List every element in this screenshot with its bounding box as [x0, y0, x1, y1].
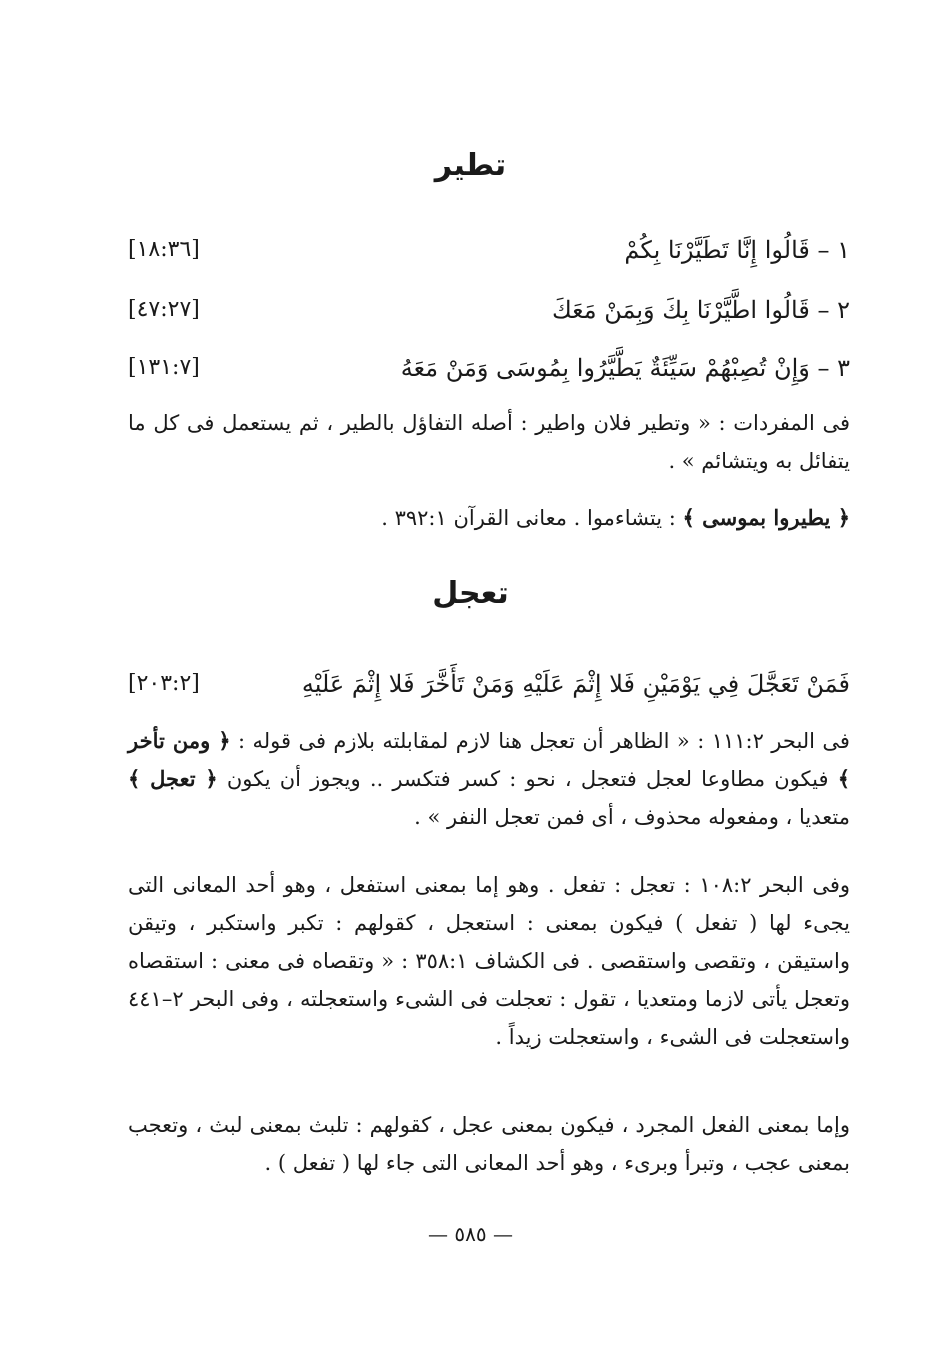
commentary-paragraph	[128, 499, 850, 537]
verse-text: ٣ – وَإِنْ تُصِبْهُمْ سَيِّئَةٌ يَطَّيَّرُوا بِمُوسَى وَمَنْ مَعَهُ	[400, 354, 850, 382]
section-title-taajjul: تعجل	[432, 576, 509, 611]
verse-line	[128, 662, 850, 706]
paragraph-text: فيكون مطاوعا لعجل فتعجل ، نحو : كسر فتكسر .. ويجوز أن يكون	[217, 767, 838, 791]
verse-text: فَمَنْ تَعَجَّلَ فِي يَوْمَيْنِ فَلا إِثْمَ عَلَيْهِ وَمَنْ تَأَخَّرَ فَلا إِثْمَ عَلَيْهِ	[301, 670, 850, 698]
verse-text: ١ – قَالُوا إِنَّا تَطَيَّرْنَا بِكُمْ	[624, 236, 850, 264]
quoted-phrase: ﴿ تعجل ﴾	[128, 766, 218, 791]
paragraph-text: فى البحر ١١١:٢ : « الظاهر أن تعجل هنا لازم لمقابلته بلازم فى قوله :	[230, 729, 850, 753]
verse-line	[128, 346, 850, 390]
verse-reference: [٤٧:٢٧]	[128, 297, 200, 322]
verse-text: ٢ – قَالُوا اطَّيَّرْنَا بِكَ وَبِمَنْ مَعَكَ	[551, 296, 850, 324]
quoted-phrase: ﴿ يطيروا بموسى ﴾	[682, 505, 850, 530]
section-title-tatayyur: تطير	[434, 148, 507, 183]
commentary-paragraph: فى المفردات : « وتطير فلان واطير : أصله التفاؤل بالطير ، ثم يستعمل فى كل ما يتفائل به ويتشائم » .	[128, 411, 850, 473]
verse-line	[128, 228, 850, 272]
commentary-paragraph: وفى البحر ١٠٨:٢ : تعجل : تفعل . وهو إما بمعنى استفعل ، وهو أحد المعانى التى يجىء لها ( تفعل ) فيكون بمعنى : استعجل ، كقولهم : تكبر واستكبر ، وتيقن واستيقن ، وتقصى واستقصى . فى الكشاف ٣٥٨:١ : « وتقصاه فى معنى : استقصاه وتعجل يأتى لازما ومتعديا ، تقول : تعجلت فى الشىء واستعجلته ، وفى البحر ٢–٤٤١ واستعجلت فى الشىء ، واستعجلت زيداً .	[128, 873, 850, 1049]
quoted-phrase: ﴿ ومن تأخر ﴾	[128, 728, 850, 791]
paragraph-text: متعديا ، ومفعوله محذوف ، أى فمن تعجل النفر » .	[414, 805, 850, 829]
verse-line	[128, 288, 850, 332]
verse-reference: [١٣١:٧]	[128, 355, 200, 380]
commentary-paragraph: وإما بمعنى الفعل المجرد ، فيكون بمعنى عجل ، كقولهم : تلبث بمعنى لبث ، وتعجب بمعنى عجب ، وتبرأ وبرىء ، وهو أحد المعانى التى جاء لها ( تفعل ) .	[128, 1113, 850, 1175]
page-number: — ٥٨٥ —	[428, 1222, 513, 1246]
verse-reference: [١٨:٣٦]	[128, 237, 200, 262]
commentary-paragraph	[128, 722, 850, 836]
verse-reference: [٢٠٣:٢]	[128, 671, 200, 696]
paragraph-text: : يتشاءموا . معانى القرآن ٣٩٢:١ .	[381, 506, 683, 530]
